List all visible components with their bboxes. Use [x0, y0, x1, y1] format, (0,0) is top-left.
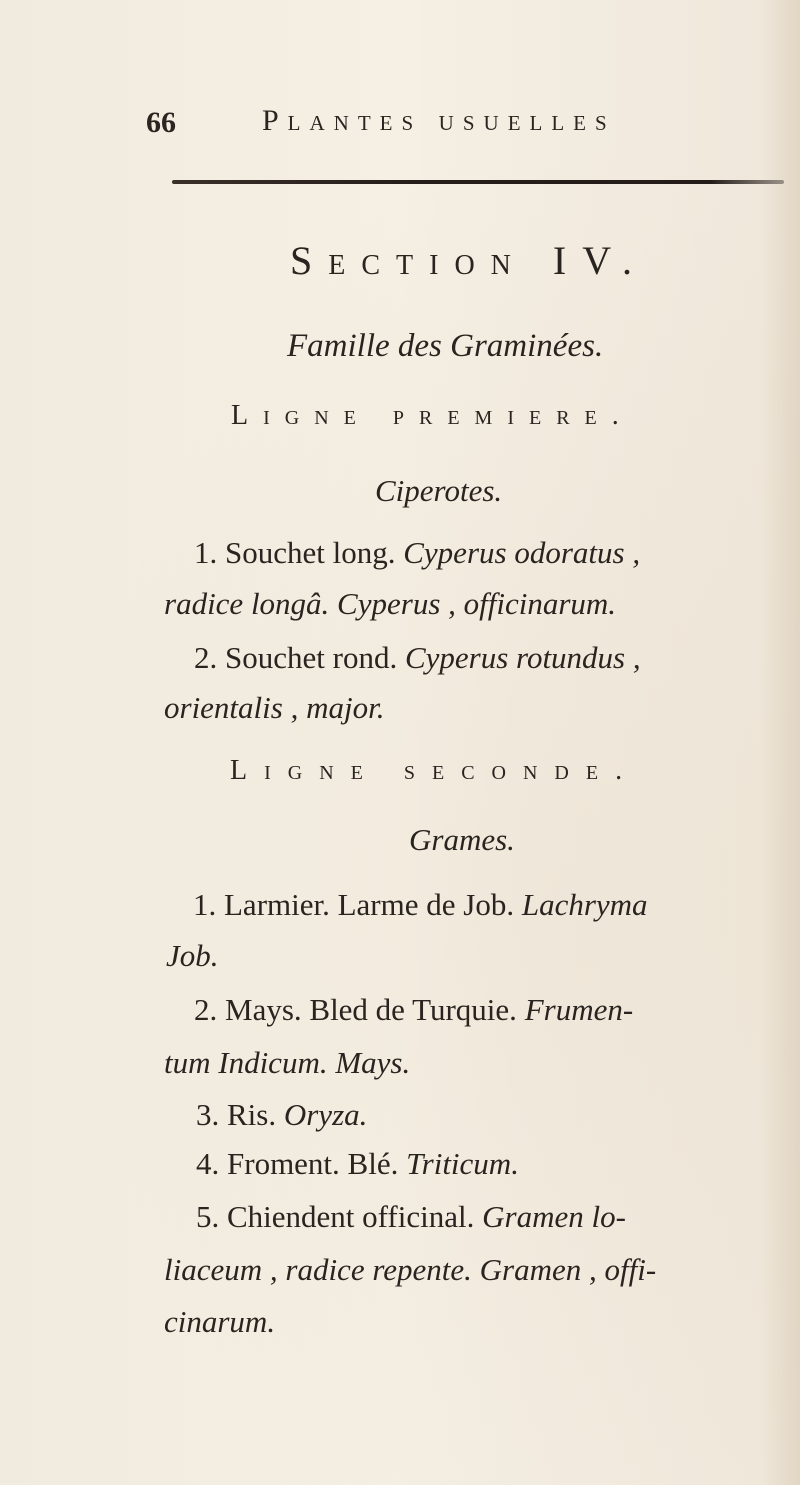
- entry-number: 1.: [193, 887, 217, 922]
- entry-line: [164, 1304, 275, 1340]
- entry-line: [194, 535, 640, 571]
- entry-common-name: Souchet long.: [225, 535, 396, 570]
- entry-common-name: Mays. Bled de Turquie.: [225, 992, 517, 1027]
- entry-latin-name: cinarum.: [164, 1304, 276, 1339]
- entry-common-name: Froment. Blé.: [227, 1146, 399, 1181]
- entry-number: 1.: [194, 535, 218, 570]
- entry-latin-name: Gramen lo-: [482, 1199, 626, 1234]
- section-title: [290, 237, 648, 284]
- entry-line: [166, 938, 219, 974]
- page-edge-shadow: [760, 0, 800, 1485]
- entry-latin-name: Cyperus odoratus ,: [403, 535, 641, 570]
- subgroup-title-1: Ciperotes.: [375, 473, 503, 508]
- entry-common-name: Chiendent officinal.: [227, 1199, 475, 1234]
- entry-line: [194, 992, 633, 1028]
- entry-line: [193, 887, 648, 923]
- ligne-heading-2: [230, 755, 639, 787]
- entry-number: 3.: [196, 1097, 220, 1132]
- ligne-heading-1: [231, 400, 634, 432]
- entry-latin-name: orientalis , major.: [164, 690, 385, 725]
- entry-number: 4.: [196, 1146, 220, 1181]
- entry-common-name: Larmier. Larme de Job.: [224, 887, 515, 922]
- entry-line: [164, 1252, 656, 1288]
- entry-number: 5.: [196, 1199, 220, 1234]
- entry-line: [196, 1199, 626, 1235]
- entry-latin-name: tum Indicum. Mays.: [164, 1045, 411, 1080]
- section-title-text: Section IV.: [290, 238, 648, 283]
- entry-line: [196, 1097, 367, 1133]
- entry-latin-name: Cyperus rotundus ,: [404, 640, 641, 675]
- entry-latin-name: liaceum , radice repente. Gramen , offi-: [164, 1252, 657, 1287]
- family-title: Famille des Graminées.: [287, 328, 604, 364]
- ligne-heading-text: Ligne seconde.: [230, 755, 640, 786]
- entry-line: [164, 1045, 410, 1081]
- entry-line: [196, 1146, 519, 1182]
- entry-line: [194, 640, 641, 676]
- entry-latin-name: Triticum.: [406, 1146, 519, 1181]
- subgroup-title-2: Grames.: [409, 822, 515, 857]
- entry-latin-name: Oryza.: [283, 1097, 368, 1132]
- entry-number: 2.: [194, 640, 218, 675]
- entry-latin-name: radice longâ. Cyperus , officinarum.: [164, 586, 617, 621]
- entry-latin-name: Lachryma: [521, 887, 648, 922]
- entry-latin-name: Frumen-: [524, 992, 634, 1027]
- entry-latin-name: Job.: [166, 938, 219, 973]
- entry-number: 2.: [194, 992, 218, 1027]
- ligne-heading-text: Ligne premiere.: [231, 400, 634, 431]
- header-rule: [172, 180, 784, 184]
- entry-common-name: Souchet rond.: [225, 640, 398, 675]
- entry-line: [164, 586, 616, 622]
- running-head: [262, 104, 616, 138]
- entry-common-name: Ris.: [227, 1097, 277, 1132]
- running-head-text: Plantes usuelles: [262, 104, 616, 137]
- page-number: 66: [146, 106, 176, 139]
- entry-line: [164, 690, 384, 726]
